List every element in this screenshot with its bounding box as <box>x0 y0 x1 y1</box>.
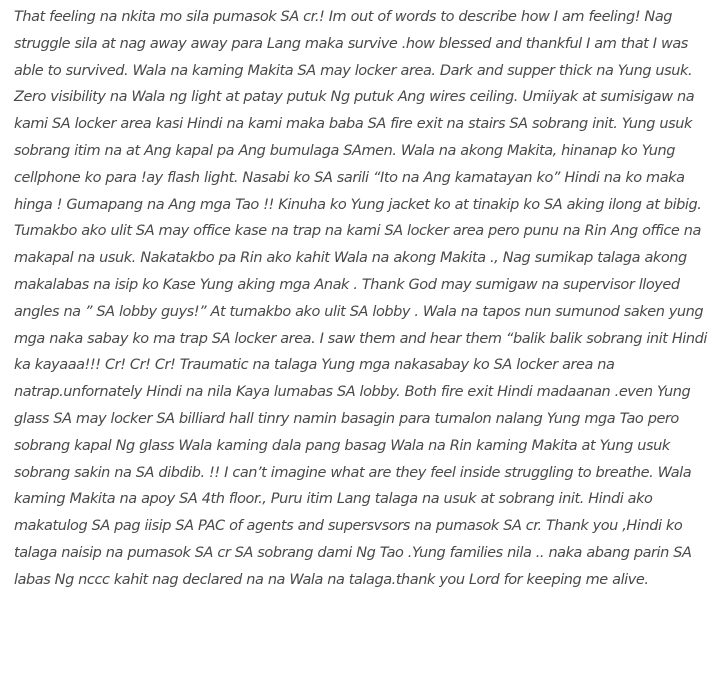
post-body-text: That feeling na nkita mo sila pumasok SA cr.! Im out of words to describe how I am feeling! Nag struggle sila at nag away away para Lang maka survive .how blessed and thankful I am that I was able to survived. Wala na kaming Makita SA may locker area. Dark and supper thick na Yung usuk. Zero visibility na Wala ng light at patay putuk Ng putuk Ang wires ceiling. Umiiyak at sumisigaw na kami SA locker area kasi Hindi na kami maka baba SA fire exit na stairs SA sobrang init. Yung usuk sobrang itim na at Ang kapal pa Ang bumulaga SAmen. Wala na akong Makita, hinanap ko Yung cellphone ko para !ay flash light. Nasabi ko SA sarili “Ito na Ang kamatayan ko” Hindi na ko maka hinga ! Gumapang na Ang mga Tao !! Kinuha ko Yung jacket ko at tinakip ko SA aking ilong at bibig. Tumakbo ako ulit SA may office kase na trap na kami SA locker area pero punu na Rin Ang office na makapal na usuk. Nakatakbo pa Rin ako kahit Wala na akong Makita ., Nag sumikap talaga akong makalabas na isip ko Kase Yung aking mga Anak . Thank God may sumigaw na supervisor lloyed angles na ” SA lobby guys!” At tumakbo ako ulit SA lobby . Wala na tapos nun sumunod saken yung mga naka sabay ko ma trap SA locker area. I saw them and hear them “balik balik sobrang init Hindi ka kayaaa!!! Cr! Cr! Cr! Traumatic na talaga Yung mga nakasabay ko SA locker area na natrap.unfornately Hindi na nila Kaya lumabas SA lobby. Both fire exit Hindi madaanan .even Yung glass SA may locker SA billiard hall tinry namin basagin para tumalon nalang Yung mga Tao pero sobrang kapal Ng glass Wala kaming dala pang basag Wala na Rin kaming Makita at Yung usuk sobrang sakin na SA dibdib. !! I can’t imagine what are they feel inside struggling to breathe. Wala kaming Makita na apoy SA 4th floor., Puru itim Lang talaga na usuk at sobrang init. Hindi ako makatulog SA pag iisip SA PAC of agents and supersvsors na pumasok SA cr. Thank you ,Hindi ko talaga naisip na pumasok SA cr SA sobrang dami Ng Tao .Yung families nila .. naka abang parin SA labas Ng nccc kahit nag declared na na Wala na talaga.thank you Lord for keeping me alive. <box>14 9 707 588</box>
